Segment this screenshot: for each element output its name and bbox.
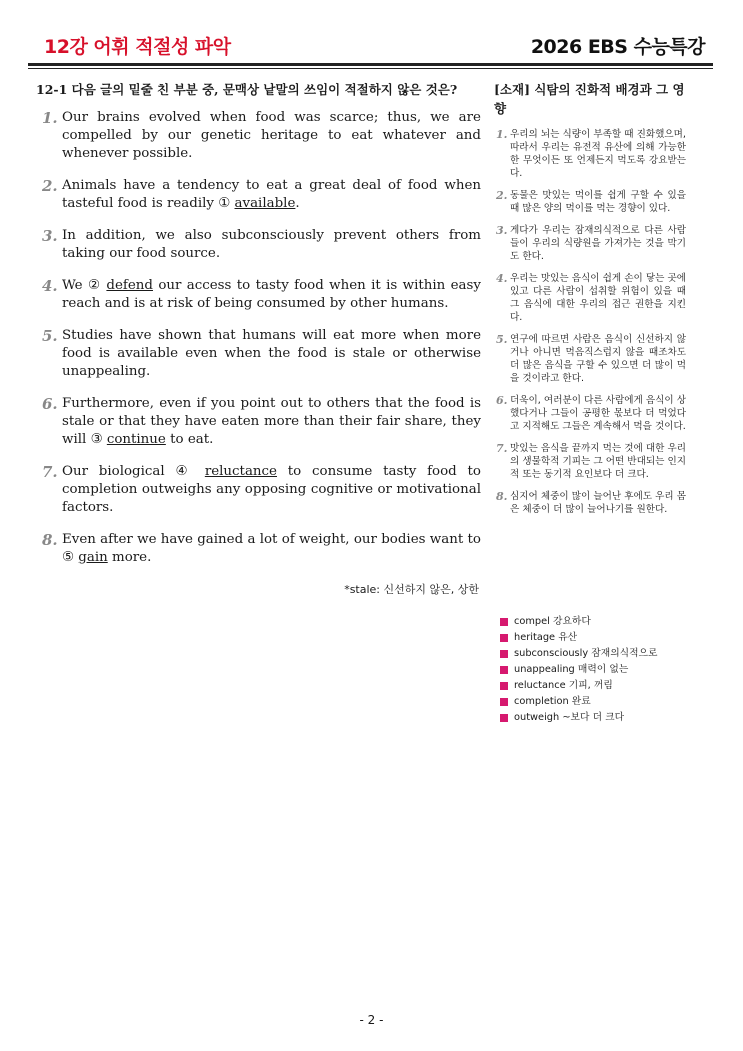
- sentence-text: Our biological ④: [62, 464, 205, 479]
- header-rule-thick: [28, 63, 713, 66]
- sentence-text: In addition, we also subconsciously prevent others from taking our food source.: [62, 228, 481, 261]
- vocab-text: outweigh ~보다 더 크다: [514, 712, 625, 723]
- lesson-title: 12강 어휘 적절성 파악: [44, 36, 231, 58]
- translation-number: 3.: [496, 224, 508, 237]
- translation-item: [494, 394, 686, 433]
- translation-number: 2.: [496, 189, 508, 202]
- sentence-number: 8.: [42, 531, 58, 549]
- summary-column: [494, 80, 686, 525]
- page-header: [28, 28, 713, 60]
- translation-text: 게다가 우리는 잠재의식적으로 다른 사람들이 우리의 식량원을 가져가는 것을 막기도 한다.: [510, 225, 686, 262]
- translation-text: 연구에 따르면 사람은 음식이 신선하지 않거나 아니면 먹음직스럽지 않을 때조차도 더 많은 음식을 구할 수 있으면 더 많이 먹을 것이라고 한다.: [510, 334, 686, 384]
- translation-text: 우리의 뇌는 식량이 부족할 때 진화했으며, 따라서 우리는 유전적 유산에 의해 가능한 한 무엇이든 또 언제든지 먹도록 강요받는다.: [510, 129, 686, 179]
- sentence-item: [36, 395, 481, 449]
- square-bullet-icon: [500, 634, 508, 642]
- translation-text: 우리는 맛있는 음식이 쉽게 손이 닿는 곳에 있고 다른 사람이 섭취할 위험이 있을 때 그 음식에 대한 우리의 접근 권한을 지킨다.: [510, 273, 686, 323]
- sentence-number: 6.: [42, 395, 58, 413]
- header-rule-thin: [28, 68, 713, 69]
- translation-item: [494, 189, 686, 215]
- sentence-text: to consume tasty food to completion outweighs any opposing cognitive or motivational factors.: [62, 464, 481, 515]
- sentence-text: Studies have shown that humans will eat more when more food is available even when the food is stale or otherwise unappealing.: [62, 328, 481, 379]
- vocab-text: heritage 유산: [514, 632, 578, 643]
- underlined-word: continue: [106, 432, 166, 447]
- translation-item: [494, 128, 686, 180]
- sentence-item: [36, 531, 481, 567]
- book-title: 2026 EBS 수능특강: [530, 36, 705, 58]
- sentence-item: [36, 277, 481, 313]
- sentence-item: [36, 109, 481, 163]
- vocab-item: [500, 614, 700, 630]
- translation-text: 동물은 맛있는 먹이를 쉽게 구할 수 있을 때 많은 양의 먹이를 먹는 경향이 있다.: [510, 190, 686, 214]
- underlined-word: gain: [78, 550, 108, 565]
- square-bullet-icon: [500, 618, 508, 626]
- sentence-item: [36, 227, 481, 263]
- vocab-list: [500, 614, 700, 726]
- vocab-item: [500, 710, 700, 726]
- sentence-text: Our brains evolved when food was scarce; thus, we are compelled by our genetic heritage to eat whatever and whenever possible.: [62, 110, 481, 161]
- footnote: *stale: 신선하지 않은, 상한: [344, 583, 479, 596]
- translation-number: 5.: [496, 333, 508, 346]
- translation-number: 6.: [496, 394, 508, 407]
- underlined-word: reluctance: [204, 464, 277, 479]
- vocab-item: [500, 694, 700, 710]
- translation-item: [494, 442, 686, 481]
- sentence-number: 4.: [42, 277, 58, 295]
- square-bullet-icon: [500, 650, 508, 658]
- vocab-text: completion 완료: [514, 696, 591, 707]
- underlined-word: available: [234, 196, 296, 211]
- question-column: [36, 80, 481, 597]
- translation-text: 더욱이, 여러분이 다른 사람에게 음식이 상했다거나 그들이 공평한 몫보다 더 먹었다고 지적해도 그들은 계속해서 먹을 것이다.: [510, 395, 686, 432]
- translation-item: [494, 490, 686, 516]
- sentence-number: 2.: [42, 177, 58, 195]
- sentence-text: Even after we have gained a lot of weight, our bodies want to ⑤: [62, 532, 481, 565]
- vocab-item: [500, 662, 700, 678]
- sentence-number: 3.: [42, 227, 58, 245]
- translation-item: [494, 272, 686, 324]
- translation-number: 7.: [496, 442, 508, 455]
- translation-item: [494, 224, 686, 263]
- vocab-text: unappealing 매력이 없는: [514, 664, 629, 675]
- sentence-number: 1.: [42, 109, 58, 127]
- translation-item: [494, 333, 686, 385]
- sentence-number: 5.: [42, 327, 58, 345]
- vocab-item: [500, 646, 700, 662]
- square-bullet-icon: [500, 714, 508, 722]
- vocab-text: reluctance 기피, 꺼림: [514, 680, 613, 691]
- question-items: [36, 109, 481, 567]
- summary-title: [소재] 식탐의 진화적 배경과 그 영향: [494, 82, 685, 116]
- translation-number: 4.: [496, 272, 508, 285]
- question-title: 12-1 다음 글의 밑줄 친 부분 중, 문맥상 낱말의 쓰임이 적절하지 않은 것은?: [36, 82, 458, 97]
- sentence-text: Furthermore, even if you point out to others that the food is stale or that they have eaten more than their fair share, they will ③: [62, 396, 481, 447]
- square-bullet-icon: [500, 698, 508, 706]
- sentence-item: [36, 177, 481, 213]
- page-number: - 2 -: [359, 1013, 384, 1027]
- sentence-item: [36, 463, 481, 517]
- translation-number: 8.: [496, 490, 508, 503]
- underlined-word: defend: [106, 278, 153, 293]
- vocab-text: compel 강요하다: [514, 616, 591, 627]
- square-bullet-icon: [500, 682, 508, 690]
- square-bullet-icon: [500, 666, 508, 674]
- translation-text: 심지어 체중이 많이 늘어난 후에도 우리 몸은 체중이 더 많이 늘어나기를 원한다.: [510, 491, 686, 515]
- vocab-item: [500, 678, 700, 694]
- sentence-text: .: [295, 196, 300, 211]
- sentence-text: We ②: [62, 278, 107, 293]
- translation-number: 1.: [496, 128, 508, 141]
- sentence-item: [36, 327, 481, 381]
- sentence-text: our access to tasty food when it is within easy reach and is at risk of being consumed by other humans.: [62, 278, 481, 311]
- sentence-text: Animals have a tendency to eat a great deal of food when tasteful food is readily ①: [62, 178, 481, 211]
- vocab-item: [500, 630, 700, 646]
- sentence-number: 7.: [42, 463, 58, 481]
- summary-items: [494, 128, 686, 516]
- translation-text: 맛있는 음식을 끝까지 먹는 것에 대한 우리의 생물학적 기피는 그 어떤 반대되는 인지적 또는 동기적 요인보다 더 크다.: [510, 443, 686, 480]
- sentence-text: more.: [107, 550, 152, 565]
- vocab-text: subconsciously 잠재의식적으로: [514, 648, 658, 659]
- sentence-text: to eat.: [165, 432, 214, 447]
